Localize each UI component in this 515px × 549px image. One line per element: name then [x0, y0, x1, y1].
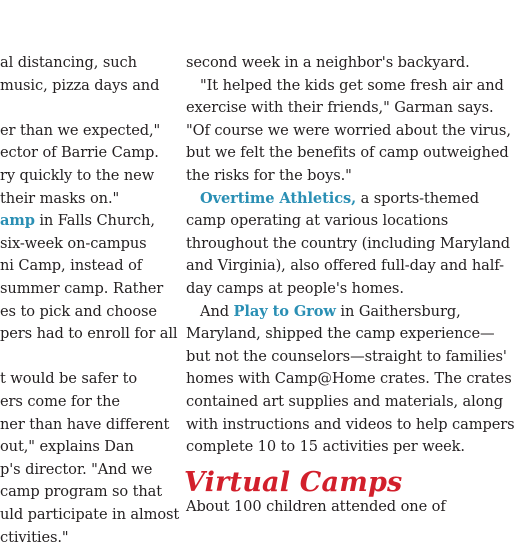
article-line — [0, 75, 159, 97]
article-line — [186, 391, 503, 413]
article-line — [0, 165, 154, 187]
line-text: second week in a neighbor's backyard. — [186, 54, 470, 71]
article-line — [186, 52, 470, 74]
article-line — [186, 97, 494, 119]
article-line-last: About 100 children attended one of — [186, 498, 446, 515]
line-text: summer camp. Rather — [0, 280, 164, 297]
line-text: a sports-themed — [356, 189, 480, 207]
line-text: the risks for the boys." — [186, 167, 352, 184]
line-text: homes with Camp@Home crates. The crates — [186, 370, 512, 388]
line-text: "Of course we were worried about the virus, — [186, 121, 511, 139]
article-line — [0, 481, 162, 503]
article-line — [0, 52, 137, 74]
line-text: camp operating at various locations — [186, 212, 449, 230]
article-line — [0, 142, 159, 164]
article-line — [0, 278, 163, 300]
line-text: ni Camp, instead of — [0, 257, 143, 275]
line-text: camp program so that — [0, 483, 163, 501]
line-text: t would be safer to — [0, 370, 138, 388]
line-text: day camps at people's homes. — [186, 280, 404, 297]
camp-name-link[interactable]: Overtime Athletics, — [200, 189, 357, 207]
line-text: al distancing, such — [0, 54, 137, 71]
line-text: exercise with their friends," Garman says. — [186, 99, 494, 117]
line-text: uld participate in almost — [0, 506, 180, 523]
line-text: but not the counselors—straight to families' — [186, 347, 507, 365]
article-line — [0, 210, 155, 232]
line-text: "It helped the kids get some fresh air and — [200, 76, 504, 94]
line-text: ry quickly to the new — [0, 167, 155, 184]
article-line — [0, 368, 137, 390]
article-line — [186, 165, 352, 187]
line-text: er than we expected," — [0, 121, 161, 139]
line-text: p's director. "And we — [0, 460, 153, 478]
article-line — [0, 255, 142, 277]
line-text: music, pizza days and — [0, 76, 160, 94]
article-line — [0, 233, 147, 255]
line-text: their masks on." — [0, 189, 120, 207]
article-line — [186, 75, 504, 97]
article-line — [186, 346, 507, 368]
article-line — [0, 120, 160, 142]
article-line — [186, 120, 511, 142]
line-text: out," explains Dan — [0, 438, 134, 456]
line-text: in Falls Church, — [34, 212, 155, 230]
line-text: Maryland, shipped the camp experience— — [186, 325, 495, 343]
article-line — [186, 255, 504, 277]
line-text: contained art supplies and materials, along — [186, 393, 503, 410]
article-line — [0, 391, 120, 413]
line-text: complete 10 to 15 activities per week. — [186, 438, 465, 456]
section-heading: Virtual Camps — [184, 467, 403, 498]
article-line — [0, 301, 157, 323]
article-line — [0, 188, 119, 210]
line-text: but we felt the benefits of camp outweighed — [186, 144, 509, 162]
line-text: es to pick and choose — [0, 302, 157, 320]
article-line — [186, 436, 465, 458]
article-line — [0, 527, 69, 549]
camp-name-link[interactable]: amp — [0, 212, 35, 230]
article-line — [186, 414, 515, 436]
line-text: ers come for the — [0, 393, 120, 410]
article-line — [0, 436, 134, 458]
line-text: and Virginia), also offered full-day and half- — [186, 257, 504, 275]
article-line — [0, 459, 152, 481]
article-line — [186, 233, 510, 255]
line-text: six-week on-campus — [0, 234, 147, 252]
line-text: ctivities." — [0, 528, 69, 546]
article-line — [0, 504, 179, 526]
article-line — [0, 414, 169, 436]
article-line — [186, 210, 448, 232]
camp-name-link[interactable]: Play to Grow — [233, 302, 336, 320]
article-line — [186, 188, 479, 210]
line-text: throughout the country (including Maryland — [186, 234, 511, 252]
article-line — [186, 142, 509, 164]
article-line — [186, 278, 404, 300]
article-line — [186, 301, 461, 323]
line-text: ector of Barrie Camp. — [0, 144, 159, 162]
article-line — [186, 368, 512, 390]
line-text: with instructions and videos to help campers — [186, 415, 515, 433]
article-line — [186, 323, 494, 345]
line-text: in Gaithersburg, — [335, 302, 461, 320]
article-line — [0, 323, 177, 345]
line-text: pers had to enroll for all — [0, 325, 178, 343]
line-text: And — [200, 302, 234, 320]
line-text: ner than have different — [0, 415, 170, 433]
